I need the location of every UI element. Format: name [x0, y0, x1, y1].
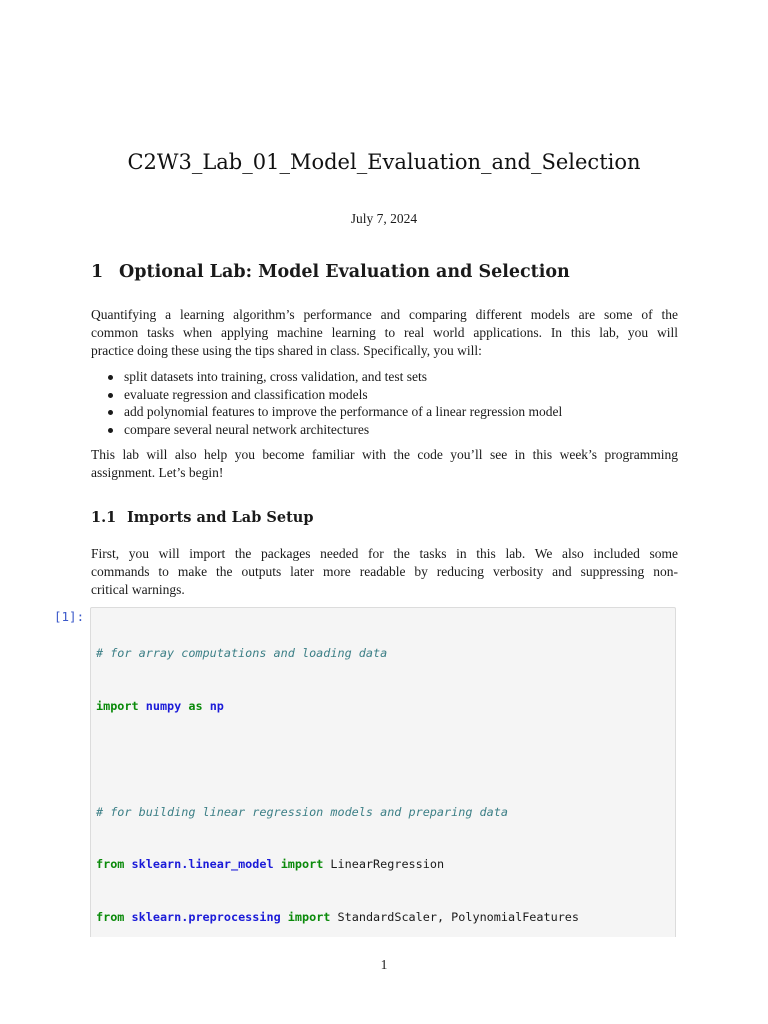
cell-prompt: [1]:: [54, 609, 85, 624]
section-title: Optional Lab: Model Evaluation and Selection: [119, 262, 570, 282]
setup-line: critical warnings.: [91, 582, 185, 597]
list-item-text: split datasets into training, cross validation, and test sets: [124, 369, 427, 384]
intro-line: practice doing these using the tips shared in class. Specifically, you will:: [91, 343, 482, 358]
objectives-list: [105, 368, 562, 438]
bullet-icon: [108, 375, 113, 380]
outro-paragraph: [91, 446, 678, 482]
code-names: StandardScaler, PolynomialFeatures: [337, 910, 580, 925]
setup-paragraph: [91, 545, 678, 599]
bullet-icon: [108, 393, 113, 398]
bullet-icon: [108, 428, 113, 433]
list-item: [105, 403, 562, 421]
code-cell[interactable]: [90, 607, 676, 937]
section-number: 1: [91, 262, 104, 282]
code-comment: # for building linear regression models and preparing data: [96, 804, 508, 819]
outro-line: assignment. Let’s begin!: [91, 465, 224, 480]
code-keyword: from: [96, 910, 125, 925]
document-date: July 7, 2024: [350, 211, 418, 226]
code-keyword: from: [96, 857, 125, 872]
list-item: [105, 421, 562, 439]
list-item: [105, 368, 562, 386]
document-title: C2W3_Lab_01_Model_Evaluation_and_Selection: [127, 150, 641, 174]
list-item-text: add polynomial features to improve the performance of a linear regression model: [124, 404, 563, 420]
code-keyword: import: [96, 698, 139, 713]
setup-line: commands to make the outputs later more readable by reducing verbosity and suppressing non-: [91, 564, 678, 579]
outro-line: This lab will also help you become familiar with the code you’ll see in this week’s programming: [91, 447, 678, 462]
code-module: sklearn.linear_model: [131, 857, 274, 872]
setup-line: First, you will import the packages needed for the tasks in this lab. We also included some: [91, 546, 678, 561]
list-item: [105, 386, 562, 404]
list-item-text: evaluate regression and classification models: [124, 386, 368, 402]
intro-paragraph: [91, 306, 678, 360]
code-alias: np: [209, 698, 224, 713]
code-module: sklearn.preprocessing: [131, 910, 281, 925]
bullet-icon: [108, 410, 113, 415]
intro-line: common tasks when applying machine learning to real world applications. In this lab, you will: [91, 325, 678, 340]
subsection-number: 1.1: [91, 509, 117, 526]
subsection-heading: [91, 509, 313, 526]
page-number: 1: [380, 957, 388, 972]
code-keyword: as: [188, 698, 203, 713]
code-names: LinearRegression: [330, 857, 445, 872]
subsection-title: Imports and Lab Setup: [127, 509, 314, 526]
section-heading: [91, 262, 570, 282]
code-keyword: import: [280, 857, 324, 872]
code-keyword: import: [287, 910, 331, 925]
code-comment: # for array computations and loading data: [96, 646, 388, 661]
code-module: numpy: [145, 698, 182, 713]
list-item-text: compare several neural network architectures: [124, 421, 370, 437]
intro-line: Quantifying a learning algorithm’s performance and comparing different models are some of the: [91, 307, 678, 322]
code-block[interactable]: [96, 610, 579, 937]
